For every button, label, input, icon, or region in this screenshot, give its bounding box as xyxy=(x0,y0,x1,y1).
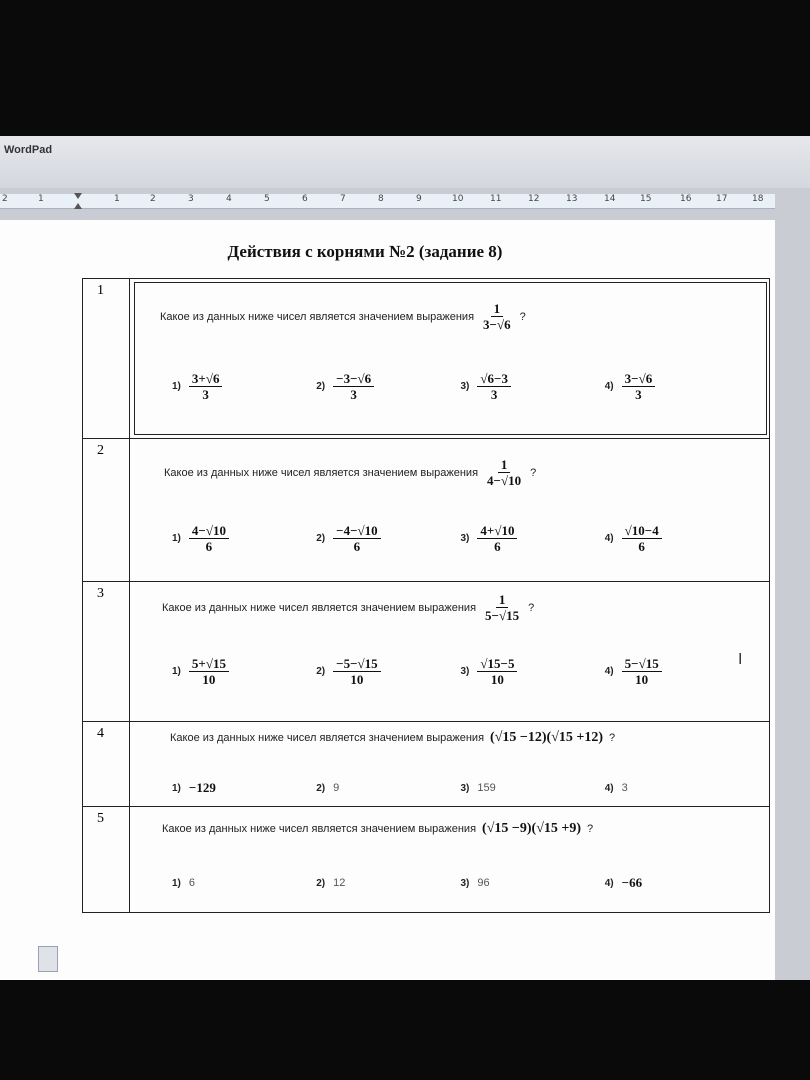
answer-option[interactable] xyxy=(605,523,749,554)
question-text: Какое из данных ниже чисел является значением выражения xyxy=(160,310,475,323)
answer-value: 12 xyxy=(333,877,346,889)
answers xyxy=(172,371,749,402)
answer-option[interactable] xyxy=(461,656,605,687)
ruler-label: 12 xyxy=(528,194,540,204)
fraction-numerator: √15−5 xyxy=(477,656,517,672)
fraction-numerator: 5+√15 xyxy=(189,656,229,672)
ruler-label: 2 xyxy=(150,194,156,204)
fraction-numerator: −3−√6 xyxy=(333,371,374,387)
answer-label: 1) xyxy=(172,381,181,392)
answer-option[interactable] xyxy=(316,656,460,687)
question-text: Какое из данных ниже чисел является значением выражения xyxy=(170,732,485,744)
question-text: Какое из данных ниже чисел является значением выражения xyxy=(162,823,477,835)
answer-option[interactable] xyxy=(316,780,460,796)
tasks-table xyxy=(82,278,770,913)
answer-label: 2) xyxy=(316,877,326,889)
fraction-denominator: 6 xyxy=(494,539,501,554)
answer-fraction xyxy=(622,656,662,687)
answer-option[interactable] xyxy=(316,875,460,891)
fraction-denominator: 3 xyxy=(635,387,642,402)
answer-option[interactable] xyxy=(316,371,460,402)
fraction-numerator: √10−4 xyxy=(622,523,662,539)
answer-label: 2) xyxy=(316,381,326,392)
answer-option[interactable] xyxy=(605,875,749,891)
answer-fraction xyxy=(333,523,380,554)
ruler-label: 1 xyxy=(114,194,120,204)
answer-fraction xyxy=(622,371,656,402)
fraction-denominator: 10 xyxy=(350,672,364,687)
ruler-label: 11 xyxy=(490,194,502,204)
question-mark: ? xyxy=(519,310,526,323)
ruler-label: 14 xyxy=(604,194,616,204)
table-row xyxy=(83,807,770,913)
task-number: 3 xyxy=(97,586,104,601)
fraction-denominator: 3 xyxy=(490,387,498,402)
fraction-numerator: √6−3 xyxy=(477,371,511,387)
answer-label: 4) xyxy=(604,666,614,677)
answer-fraction xyxy=(477,523,517,554)
answers xyxy=(172,656,749,687)
expression: (√15 −9)(√15 +9) xyxy=(482,821,582,836)
fraction-numerator: 4+√10 xyxy=(477,523,517,539)
answer-label: 2) xyxy=(316,533,326,544)
answer-label: 4) xyxy=(604,782,614,794)
answer-option[interactable] xyxy=(461,875,605,891)
ruler[interactable] xyxy=(0,194,775,209)
expression: (√15 −12)(√15 +12) xyxy=(490,730,604,745)
ruler-label: 6 xyxy=(302,194,308,204)
answer-label: 1) xyxy=(172,533,181,544)
table-row xyxy=(83,582,770,722)
question xyxy=(162,821,593,837)
answer-option[interactable] xyxy=(461,371,605,402)
answer-fraction xyxy=(622,523,662,554)
app-title: WordPad xyxy=(4,144,53,156)
document-icon xyxy=(38,946,58,972)
answer-option[interactable] xyxy=(461,523,605,554)
answer-option[interactable] xyxy=(605,656,749,687)
answer-label: 4) xyxy=(604,877,614,889)
task-number: 5 xyxy=(97,811,104,826)
ruler-label: 8 xyxy=(378,194,384,204)
question xyxy=(170,730,615,746)
answer-label: 1) xyxy=(172,877,181,889)
tab-stop-icon[interactable] xyxy=(74,193,82,209)
answer-label: 4) xyxy=(604,381,614,392)
answer-label: 2) xyxy=(316,666,326,677)
answer-option[interactable] xyxy=(461,780,605,796)
fraction-numerator: 3+√6 xyxy=(189,371,223,387)
fraction-denominator: 10 xyxy=(490,672,504,687)
fraction-numerator: 4−√10 xyxy=(189,523,229,539)
fraction-numerator: −4−√10 xyxy=(333,523,380,539)
answer-label: 3) xyxy=(460,782,470,794)
fraction-denominator: 4−√10 xyxy=(487,473,522,488)
answer-value: 96 xyxy=(477,877,490,889)
wordpad-screen xyxy=(0,136,810,980)
answer-value: 3 xyxy=(621,782,628,794)
answer-option[interactable] xyxy=(172,780,316,796)
task-number: 2 xyxy=(97,443,104,458)
fraction-denominator: 10 xyxy=(202,672,216,687)
ruler-label: 7 xyxy=(340,194,346,204)
fraction-numerator: −5−√15 xyxy=(333,656,380,672)
answer-option[interactable] xyxy=(605,780,749,796)
expression-fraction xyxy=(480,301,514,332)
answer-fraction xyxy=(189,523,229,554)
answer-option[interactable] xyxy=(172,875,316,891)
question-mark: ? xyxy=(528,601,535,614)
ruler-label: 15 xyxy=(640,194,652,204)
answer-value: −66 xyxy=(621,875,643,890)
ruler-label: 16 xyxy=(680,194,692,204)
question-mark: ? xyxy=(609,732,616,744)
fraction-denominator: 3 xyxy=(350,387,357,402)
fraction-denominator: 3 xyxy=(202,387,209,402)
answer-label: 4) xyxy=(604,533,614,544)
answer-label: 3) xyxy=(460,381,470,392)
task-number: 4 xyxy=(97,726,104,741)
ruler-label: 13 xyxy=(566,194,578,204)
question-mark: ? xyxy=(530,466,537,479)
answer-fraction xyxy=(333,656,380,687)
answer-fraction xyxy=(189,656,229,687)
expression-fraction xyxy=(484,457,524,488)
ruler-label: 9 xyxy=(416,194,422,204)
ruler-label: 18 xyxy=(752,194,764,204)
fraction-numerator: 1 xyxy=(491,301,504,317)
question xyxy=(160,301,526,332)
task-number: 1 xyxy=(97,283,104,298)
fraction-denominator: 5−√15 xyxy=(485,608,520,623)
expression-fraction xyxy=(482,592,522,623)
answer-option[interactable] xyxy=(605,371,749,402)
answer-label: 1) xyxy=(172,666,181,677)
ruler-label: 1 xyxy=(38,194,44,204)
answers xyxy=(172,875,749,891)
answer-option[interactable] xyxy=(172,523,316,554)
ruler-label: 2 xyxy=(2,194,8,204)
fraction-numerator: 3−√6 xyxy=(622,371,656,387)
answer-option[interactable] xyxy=(172,656,316,687)
title-bar xyxy=(0,136,810,188)
answer-label: 3) xyxy=(460,666,470,677)
ruler-label: 17 xyxy=(716,194,728,204)
answer-option[interactable] xyxy=(316,523,460,554)
ruler-label: 10 xyxy=(452,194,464,204)
answer-label: 3) xyxy=(460,877,470,889)
fraction-denominator: 6 xyxy=(638,539,645,554)
i-beam-cursor-icon: I xyxy=(738,650,743,668)
answer-fraction xyxy=(477,371,511,402)
question-mark: ? xyxy=(587,823,594,835)
ruler-label: 5 xyxy=(264,194,270,204)
answer-value: 6 xyxy=(188,877,196,889)
question-text: Какое из данных ниже чисел является значением выражения xyxy=(164,466,479,479)
fraction-denominator: 6 xyxy=(353,539,361,554)
fraction-numerator: 1 xyxy=(496,592,509,608)
answers xyxy=(172,780,749,796)
answer-value: 9 xyxy=(333,782,340,794)
question-text: Какое из данных ниже чисел является значением выражения xyxy=(162,601,477,614)
question xyxy=(162,592,534,623)
ruler-labels xyxy=(0,194,775,208)
ruler-label: 3 xyxy=(188,194,194,204)
table-row xyxy=(83,722,770,807)
fraction-denominator: 10 xyxy=(635,672,649,687)
fraction-numerator: 1 xyxy=(498,457,511,473)
answer-fraction xyxy=(189,371,223,402)
answer-fraction xyxy=(477,656,517,687)
question xyxy=(164,457,536,488)
answers xyxy=(172,523,749,554)
answer-label: 2) xyxy=(316,782,326,794)
answer-value: −129 xyxy=(188,780,216,795)
answer-option[interactable] xyxy=(172,371,316,402)
answer-fraction xyxy=(333,371,374,402)
answer-label: 3) xyxy=(460,533,470,544)
table-row xyxy=(83,279,770,439)
document-page[interactable] xyxy=(0,220,775,980)
answer-value: 159 xyxy=(477,782,496,794)
answer-label: 1) xyxy=(172,782,181,794)
fraction-numerator: 5−√15 xyxy=(622,656,662,672)
ruler-label: 4 xyxy=(226,194,232,204)
table-row xyxy=(83,439,770,582)
fraction-denominator: 3−√6 xyxy=(483,317,511,332)
page-title: Действия с корнями №2 (задание 8) xyxy=(227,242,503,261)
fraction-denominator: 6 xyxy=(205,539,213,554)
